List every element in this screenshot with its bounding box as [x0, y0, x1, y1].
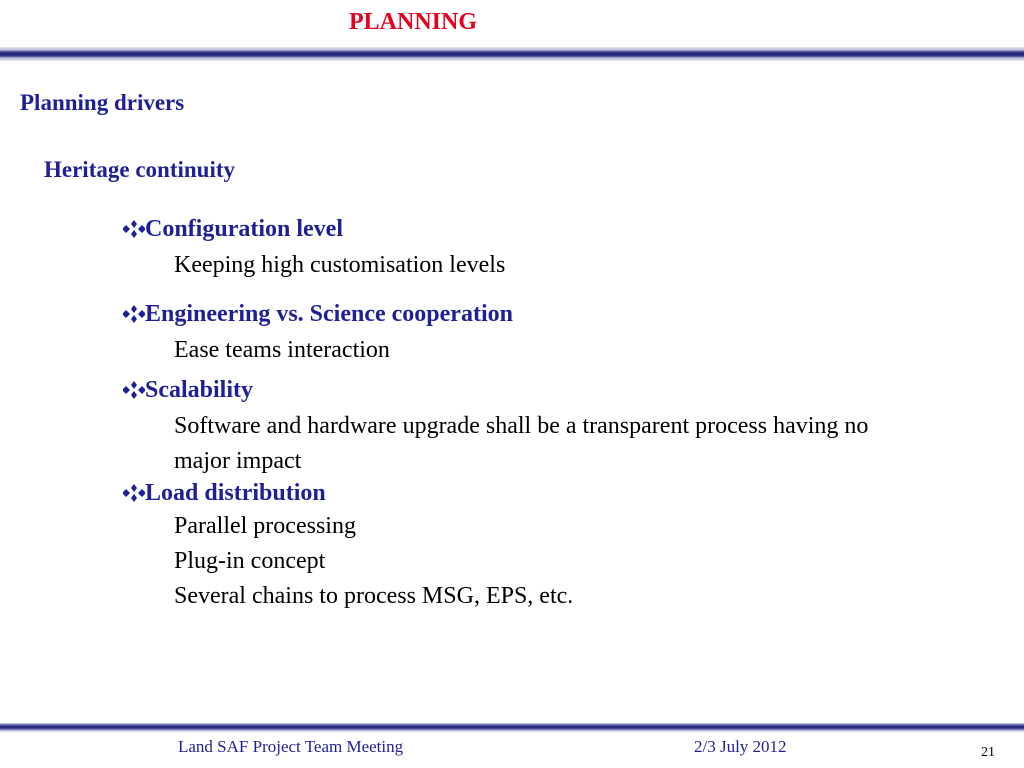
bullet-detail: Keeping high customisation levels [174, 252, 506, 278]
bullet-label: Configuration level [145, 216, 343, 242]
footer-date: 2/3 July 2012 [694, 737, 787, 756]
bullet-configuration-level [123, 214, 343, 244]
footer-event-name: Land SAF Project Team Meeting [178, 737, 404, 756]
bullet-detail: Plug-in concept [174, 548, 326, 574]
bullet-engineering-science [123, 299, 513, 329]
slide-title: PLANNING [348, 9, 477, 35]
bullet-label: Load distribution [145, 480, 326, 506]
bullet-detail: major impact [174, 448, 302, 474]
bullet-detail: Ease teams interaction [174, 337, 390, 363]
bullet-detail: Parallel processing [174, 513, 356, 539]
bottom-divider [0, 723, 1024, 733]
bullet-detail: Several chains to process MSG, EPS, etc. [174, 583, 574, 609]
diamond-bullet-icon [123, 381, 145, 399]
section-heading: Planning drivers [20, 90, 185, 115]
bullet-label: Engineering vs. Science cooperation [145, 301, 513, 327]
bullet-detail: Software and hardware upgrade shall be a transparent process having no [174, 413, 869, 439]
bullet-scalability [123, 375, 253, 405]
diamond-bullet-icon [123, 305, 145, 323]
diamond-bullet-icon [123, 484, 145, 502]
bullet-load-distribution [123, 478, 326, 508]
bullet-label: Scalability [145, 377, 254, 403]
section-subheading: Heritage continuity [44, 157, 235, 182]
diamond-bullet-icon [123, 220, 145, 238]
top-divider [0, 47, 1024, 61]
page-number: 21 [981, 745, 995, 760]
